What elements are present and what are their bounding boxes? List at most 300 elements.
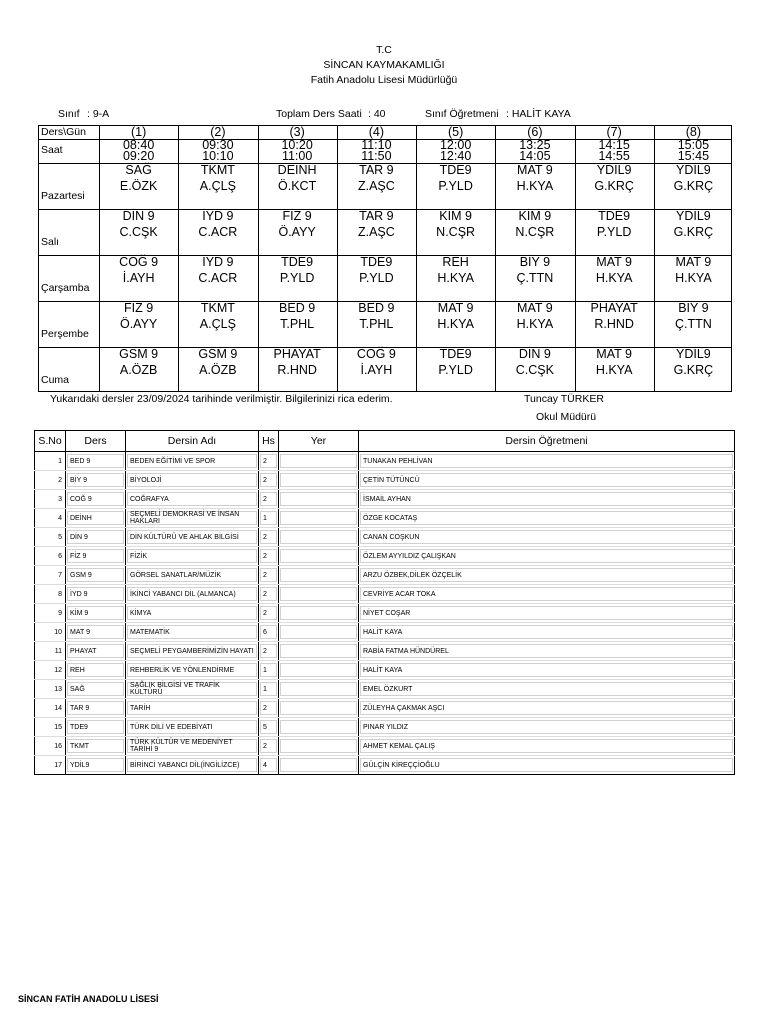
row-code-text: PHAYAT: [67, 644, 124, 658]
period-number: (8): [685, 125, 702, 139]
row-no: 16: [35, 737, 66, 756]
lesson-code: COĞ 9: [356, 347, 396, 361]
row-hours-text: 2: [260, 568, 277, 582]
row-teacher: [359, 718, 735, 737]
principal-name: Tuncay TÜRKER: [524, 393, 604, 405]
lesson-teacher-abbr: H.KYA: [437, 271, 474, 285]
period-number: (2): [210, 125, 226, 139]
row-room: [279, 547, 359, 566]
lesson-teacher-abbr: Ç.TTN: [674, 317, 712, 331]
row-hours-text: 2: [260, 454, 277, 468]
table-row: [35, 642, 735, 661]
lesson-teacher-abbr: H.KYA: [437, 317, 474, 331]
col-header-hours: Hs: [259, 431, 279, 452]
schedule-corner-label: Ders\Gün: [41, 126, 86, 138]
row-room: [279, 528, 359, 547]
row-code-text: DİN 9: [67, 530, 124, 544]
row-name-text: REHBERLİK VE YÖNLENDİRME: [127, 663, 257, 677]
lesson-code: MAT 9: [596, 347, 632, 361]
col-header-room: Yer: [279, 431, 359, 452]
row-name-text: TÜRK KÜLTÜR VE MEDENİYET TARİHİ 9: [127, 739, 257, 753]
principal-title: Okul Müdürü: [536, 411, 597, 423]
row-code: [66, 547, 126, 566]
period-number: (7): [606, 125, 622, 139]
period-start-time: 11:10: [361, 138, 392, 152]
row-room: [279, 604, 359, 623]
row-room: [279, 718, 359, 737]
lesson-code: DİN 9: [518, 347, 551, 361]
row-code-text: TKMT: [67, 739, 124, 753]
row-teacher: [359, 661, 735, 680]
class-label: Sınıf: [58, 108, 80, 120]
lesson-code: MAT 9: [596, 255, 632, 269]
lesson-teacher-abbr: G.KRÇ: [673, 179, 714, 193]
lesson-teacher-abbr: C.CŞK: [119, 225, 158, 239]
lesson-teacher-abbr: T.PHL: [280, 317, 315, 331]
row-name-text: İKİNCİ YABANCI DİL (ALMANCA): [127, 587, 257, 601]
row-hours: [259, 680, 279, 699]
row-name-text: SEÇMELİ DEMOKRASİ VE İNSAN HAKLARI: [127, 511, 257, 525]
row-code-text: BİY 9: [67, 473, 124, 487]
row-no: 2: [35, 471, 66, 490]
row-hours: [259, 547, 279, 566]
table-row: [35, 699, 735, 718]
row-name-text: SAĞLIK BİLGİSİ VE TRAFİK KÜLTÜRÜ: [127, 682, 257, 696]
row-code: [66, 490, 126, 509]
table-row: [35, 509, 735, 528]
lesson-code: BED 9: [279, 301, 316, 315]
row-name: [126, 566, 259, 585]
header-kaymakamlik: SİNCAN KAYMAKAMLIĞI: [323, 59, 445, 71]
class-teacher-label: Sınıf Öğretmeni: [425, 108, 499, 120]
row-room: [279, 661, 359, 680]
row-name: [126, 623, 259, 642]
row-code-text: TDE9: [67, 720, 124, 734]
row-name: [126, 585, 259, 604]
row-code: [66, 566, 126, 585]
lesson-code: DİN 9: [122, 209, 155, 223]
period-start-time: 14:15: [598, 138, 630, 152]
lesson-code: KİM 9: [518, 209, 552, 223]
lesson-code: MAT 9: [675, 255, 712, 269]
lesson-code: TKMT: [200, 163, 235, 177]
row-no: 3: [35, 490, 66, 509]
header-tc: T.C: [376, 44, 392, 56]
row-hours-text: 2: [260, 530, 277, 544]
row-room-text: [280, 473, 357, 487]
period-number: (6): [527, 125, 543, 139]
lesson-teacher-abbr: İ.AYH: [122, 271, 155, 285]
lesson-code: GSM 9: [119, 347, 159, 361]
row-room-text: [280, 454, 357, 468]
row-teacher-text: İSMAİL AYHAN: [360, 492, 733, 506]
row-teacher: [359, 452, 735, 471]
lesson-code: DEİNH: [277, 163, 317, 177]
lessons-header-row: [35, 431, 735, 452]
period-number: (3): [289, 125, 305, 139]
period-start-time: 10:20: [281, 138, 313, 152]
row-code-text: KİM 9: [67, 606, 124, 620]
row-hours: [259, 566, 279, 585]
lesson-teacher-abbr: Ö.AYY: [119, 317, 158, 331]
period-end-time: 12:40: [439, 149, 472, 163]
row-name: [126, 699, 259, 718]
row-room-text: [280, 549, 357, 563]
row-name-text: TARİH: [127, 701, 257, 715]
day-label: Salı: [41, 236, 60, 248]
lesson-teacher-abbr: G.KRÇ: [673, 363, 714, 377]
row-code: [66, 528, 126, 547]
total-hours-label: Toplam Ders Saati: [276, 108, 362, 120]
row-code-text: COĞ 9: [67, 492, 124, 506]
row-room: [279, 623, 359, 642]
lesson-code: TKMT: [200, 301, 235, 315]
row-name: [126, 737, 259, 756]
row-name: [126, 490, 259, 509]
lesson-code: BİY 9: [519, 255, 551, 269]
row-name: [126, 452, 259, 471]
row-name-text: MATEMATİK: [127, 625, 257, 639]
row-hours: [259, 585, 279, 604]
row-name-text: SEÇMELİ PEYGAMBERİMİZİN HAYATI: [127, 644, 257, 658]
row-room-text: [280, 739, 357, 753]
row-no: 5: [35, 528, 66, 547]
lesson-teacher-abbr: A.ÖZB: [119, 363, 158, 377]
row-room-text: [280, 587, 357, 601]
row-hours-text: 4: [260, 758, 277, 772]
row-hours-text: 2: [260, 492, 277, 506]
lesson-teacher-abbr: H.KYA: [516, 317, 554, 331]
row-name-text: DİN KÜLTÜRÜ VE AHLAK BİLGİSİ: [127, 530, 257, 544]
row-room: [279, 585, 359, 604]
row-teacher-text: CANAN COŞKUN: [360, 530, 733, 544]
row-no: 4: [35, 509, 66, 528]
lesson-code: MAT 9: [517, 163, 553, 177]
row-room-text: [280, 663, 357, 677]
lesson-teacher-abbr: G.KRÇ: [594, 179, 634, 193]
lesson-code: SAĞ: [125, 163, 152, 177]
row-no: 10: [35, 623, 66, 642]
row-hours: [259, 623, 279, 642]
lesson-teacher-abbr: P.YLD: [359, 271, 394, 285]
row-name: [126, 547, 259, 566]
row-name-text: GÖRSEL SANATLAR/MÜZİK: [127, 568, 257, 582]
row-teacher: [359, 547, 735, 566]
col-header-no: S.No: [35, 431, 66, 452]
row-hours: [259, 699, 279, 718]
row-name-text: FİZİK: [127, 549, 257, 563]
row-room-text: [280, 511, 357, 525]
row-teacher: [359, 528, 735, 547]
row-name-text: KİMYA: [127, 606, 257, 620]
header-school: Fatih Anadolu Lisesi Müdürlüğü: [310, 74, 458, 86]
row-hours: [259, 452, 279, 471]
row-code: [66, 699, 126, 718]
lesson-code: MAT 9: [517, 301, 553, 315]
row-hours: [259, 642, 279, 661]
lesson-code: COĞ 9: [119, 255, 159, 269]
row-teacher: [359, 490, 735, 509]
row-no: 6: [35, 547, 66, 566]
row-teacher: [359, 680, 735, 699]
row-name: [126, 509, 259, 528]
row-teacher: [359, 623, 735, 642]
row-hours-text: 6: [260, 625, 277, 639]
row-code: [66, 471, 126, 490]
lesson-code: TAR 9: [359, 209, 394, 223]
row-name: [126, 756, 259, 775]
table-row: [35, 566, 735, 585]
lesson-code: YDİL9: [676, 347, 711, 361]
row-name: [126, 680, 259, 699]
row-no: 14: [35, 699, 66, 718]
row-no: 13: [35, 680, 66, 699]
row-hours: [259, 661, 279, 680]
table-row: [35, 490, 735, 509]
row-room: [279, 737, 359, 756]
row-teacher: [359, 604, 735, 623]
row-room: [279, 756, 359, 775]
lesson-teacher-abbr: N.CŞR: [515, 225, 555, 239]
lesson-teacher-abbr: C.CŞK: [515, 363, 554, 377]
row-room-text: [280, 758, 357, 772]
period-start-time: 09:30: [202, 138, 234, 152]
row-no: 11: [35, 642, 66, 661]
row-code-text: YDİL9: [67, 758, 124, 772]
row-teacher-text: RABİA FATMA HÜNDÜREL: [360, 644, 733, 658]
lesson-code: YDİL9: [676, 209, 711, 223]
row-name: [126, 642, 259, 661]
row-hours-text: 1: [260, 663, 277, 677]
row-hours: [259, 718, 279, 737]
row-code: [66, 585, 126, 604]
issue-note: Yukarıdaki dersler 23/09/2024 tarihinde verilmiştir. Bilgilerinizi rica ederim.: [50, 393, 393, 405]
row-teacher: [359, 585, 735, 604]
row-no: 17: [35, 756, 66, 775]
row-room: [279, 642, 359, 661]
row-no: 9: [35, 604, 66, 623]
row-code-text: FİZ 9: [67, 549, 124, 563]
row-teacher-text: EMEL ÖZKURT: [360, 682, 733, 696]
row-no: 7: [35, 566, 66, 585]
lesson-code: İYD 9: [202, 255, 234, 269]
lesson-teacher-abbr: Ç.TTN: [516, 271, 554, 285]
row-hours: [259, 756, 279, 775]
row-teacher-text: ÖZLEM AYYILDIZ ÇALIŞKAN: [360, 549, 733, 563]
row-teacher: [359, 737, 735, 756]
period-number: (5): [447, 125, 464, 139]
period-end-time: 14:05: [519, 149, 551, 163]
row-teacher: [359, 566, 735, 585]
row-code: [66, 737, 126, 756]
lesson-code: TDE9: [439, 347, 472, 361]
lesson-teacher-abbr: Ö.KCT: [278, 179, 317, 193]
lesson-code: TDE9: [281, 255, 314, 269]
row-code-text: REH: [67, 663, 124, 677]
row-teacher-text: HALİT KAYA: [360, 625, 733, 639]
row-hours: [259, 509, 279, 528]
row-code-text: TAR 9: [67, 701, 124, 715]
row-name-text: BİYOLOJİ: [127, 473, 257, 487]
day-label: Çarşamba: [41, 282, 90, 294]
row-hours-text: 2: [260, 739, 277, 753]
table-row: [35, 680, 735, 699]
row-teacher-text: ÇETİN TÜTÜNCÜ: [360, 473, 733, 487]
row-teacher-text: PINAR YILDIZ: [360, 720, 733, 734]
row-name-text: TÜRK DİLİ VE EDEBİYATI: [127, 720, 257, 734]
period-start-time: 13:25: [519, 138, 551, 152]
row-teacher-text: TUNAKAN PEHLİVAN: [360, 454, 733, 468]
row-room: [279, 452, 359, 471]
row-teacher: [359, 509, 735, 528]
row-room-text: [280, 530, 357, 544]
period-end-time: 11:50: [361, 149, 392, 163]
lesson-teacher-abbr: R.HND: [277, 363, 317, 377]
row-code: [66, 756, 126, 775]
col-header-name: Dersin Adı: [126, 431, 259, 452]
table-row: [35, 547, 735, 566]
lesson-teacher-abbr: P.YLD: [438, 179, 473, 193]
lesson-code: BED 9: [358, 301, 395, 315]
period-start-time: 12:00: [439, 138, 472, 152]
lesson-code: FİZ 9: [282, 209, 312, 223]
period-number: (4): [368, 125, 385, 139]
period-start-time: 15:05: [677, 138, 710, 152]
lesson-teacher-abbr: N.CŞR: [436, 225, 476, 239]
lesson-code: FİZ 9: [124, 301, 154, 315]
lesson-code: PHAYAT: [590, 301, 638, 315]
row-hours-text: 1: [260, 682, 277, 696]
row-no: 8: [35, 585, 66, 604]
lesson-teacher-abbr: P.YLD: [438, 363, 473, 377]
period-end-time: 09:20: [122, 149, 155, 163]
row-teacher-text: HALİT KAYA: [360, 663, 733, 677]
lesson-teacher-abbr: C.ACR: [198, 225, 238, 239]
row-code: [66, 623, 126, 642]
table-row: [35, 528, 735, 547]
lesson-teacher-abbr: H.KYA: [675, 271, 712, 285]
lesson-teacher-abbr: R.HND: [594, 317, 634, 331]
day-label: Cuma: [41, 374, 70, 386]
lesson-teacher-abbr: İ.AYH: [360, 363, 393, 377]
row-hours-text: 2: [260, 473, 277, 487]
row-teacher-text: ÖZGE KOCATAŞ: [360, 511, 733, 525]
lesson-teacher-abbr: C.ACR: [198, 271, 238, 285]
lesson-teacher-abbr: A.ÇLŞ: [199, 317, 236, 331]
row-room: [279, 566, 359, 585]
row-code: [66, 452, 126, 471]
row-teacher-text: GÜLÇİN KİREÇÇİOĞLU: [360, 758, 733, 772]
row-room: [279, 471, 359, 490]
table-row: [35, 718, 735, 737]
row-code-text: İYD 9: [67, 587, 124, 601]
lesson-teacher-abbr: Z.AŞC: [357, 225, 395, 239]
period-end-time: 11:00: [281, 149, 313, 163]
period-end-time: 15:45: [677, 149, 710, 163]
table-row: [35, 737, 735, 756]
total-hours-value: : 40: [368, 108, 386, 120]
lesson-teacher-abbr: G.KRÇ: [673, 225, 714, 239]
row-code: [66, 718, 126, 737]
row-teacher: [359, 756, 735, 775]
row-hours-text: 1: [260, 511, 277, 525]
row-name-text: BEDEN EĞİTİMİ VE SPOR: [127, 454, 257, 468]
row-teacher-text: ARZU ÖZBEK,DİLEK ÖZÇELİK: [360, 568, 733, 582]
row-no: 1: [35, 452, 66, 471]
row-room-text: [280, 682, 357, 696]
lesson-code: YDİL9: [676, 163, 711, 177]
lesson-teacher-abbr: H.KYA: [516, 179, 554, 193]
lesson-teacher-abbr: H.KYA: [595, 363, 633, 377]
row-hours-text: 2: [260, 701, 277, 715]
row-hours-text: 5: [260, 720, 277, 734]
row-hours: [259, 604, 279, 623]
col-header-teacher: Dersin Öğretmeni: [359, 431, 735, 452]
row-room: [279, 490, 359, 509]
period-end-time: 14:55: [598, 149, 630, 163]
schedule-time-label: Saat: [41, 144, 63, 156]
row-hours-text: 2: [260, 644, 277, 658]
lesson-teacher-abbr: Z.AŞC: [357, 179, 395, 193]
period-start-time: 08:40: [122, 138, 155, 152]
table-row: [35, 661, 735, 680]
row-name: [126, 661, 259, 680]
row-code-text: DEİNH: [67, 511, 124, 525]
lesson-teacher-abbr: P.YLD: [596, 225, 632, 239]
row-name: [126, 604, 259, 623]
lesson-code: YDİL9: [596, 163, 632, 177]
col-header-code: Ders: [66, 431, 126, 452]
row-teacher-text: AHMET KEMAL ÇALIŞ: [360, 739, 733, 753]
lesson-code: TDE9: [439, 163, 472, 177]
row-room-text: [280, 606, 357, 620]
lessons-table: [34, 430, 735, 775]
row-code-text: MAT 9: [67, 625, 124, 639]
table-row: [35, 471, 735, 490]
row-hours: [259, 490, 279, 509]
row-room: [279, 699, 359, 718]
row-name-text: COĞRAFYA: [127, 492, 257, 506]
day-label: Pazartesi: [41, 190, 85, 202]
row-code: [66, 661, 126, 680]
lesson-code: KİM 9: [439, 209, 472, 223]
weekly-schedule-table: [38, 125, 732, 392]
lesson-code: GSM 9: [198, 347, 238, 361]
row-room-text: [280, 568, 357, 582]
row-room-text: [280, 492, 357, 506]
row-name: [126, 528, 259, 547]
row-room: [279, 509, 359, 528]
day-label: Perşembe: [41, 328, 89, 340]
lesson-code: PHAYAT: [273, 347, 321, 361]
row-name-text: BİRİNCİ YABANCI DİL(İNGİLİZCE): [127, 758, 257, 772]
row-teacher-text: ZÜLEYHA ÇAKMAK AŞCI: [360, 701, 733, 715]
table-row: [35, 604, 735, 623]
row-teacher: [359, 642, 735, 661]
row-name: [126, 471, 259, 490]
row-hours: [259, 471, 279, 490]
row-code: [66, 680, 126, 699]
lesson-code: TAR 9: [359, 163, 394, 177]
row-hours-text: 2: [260, 587, 277, 601]
lesson-code: İYD 9: [202, 209, 234, 223]
row-room: [279, 680, 359, 699]
lesson-teacher-abbr: A.ÇLŞ: [199, 179, 236, 193]
class-value: : 9-A: [87, 108, 110, 120]
row-teacher: [359, 699, 735, 718]
lesson-teacher-abbr: Ö.AYY: [278, 225, 316, 239]
lesson-code: BİY 9: [678, 301, 709, 315]
